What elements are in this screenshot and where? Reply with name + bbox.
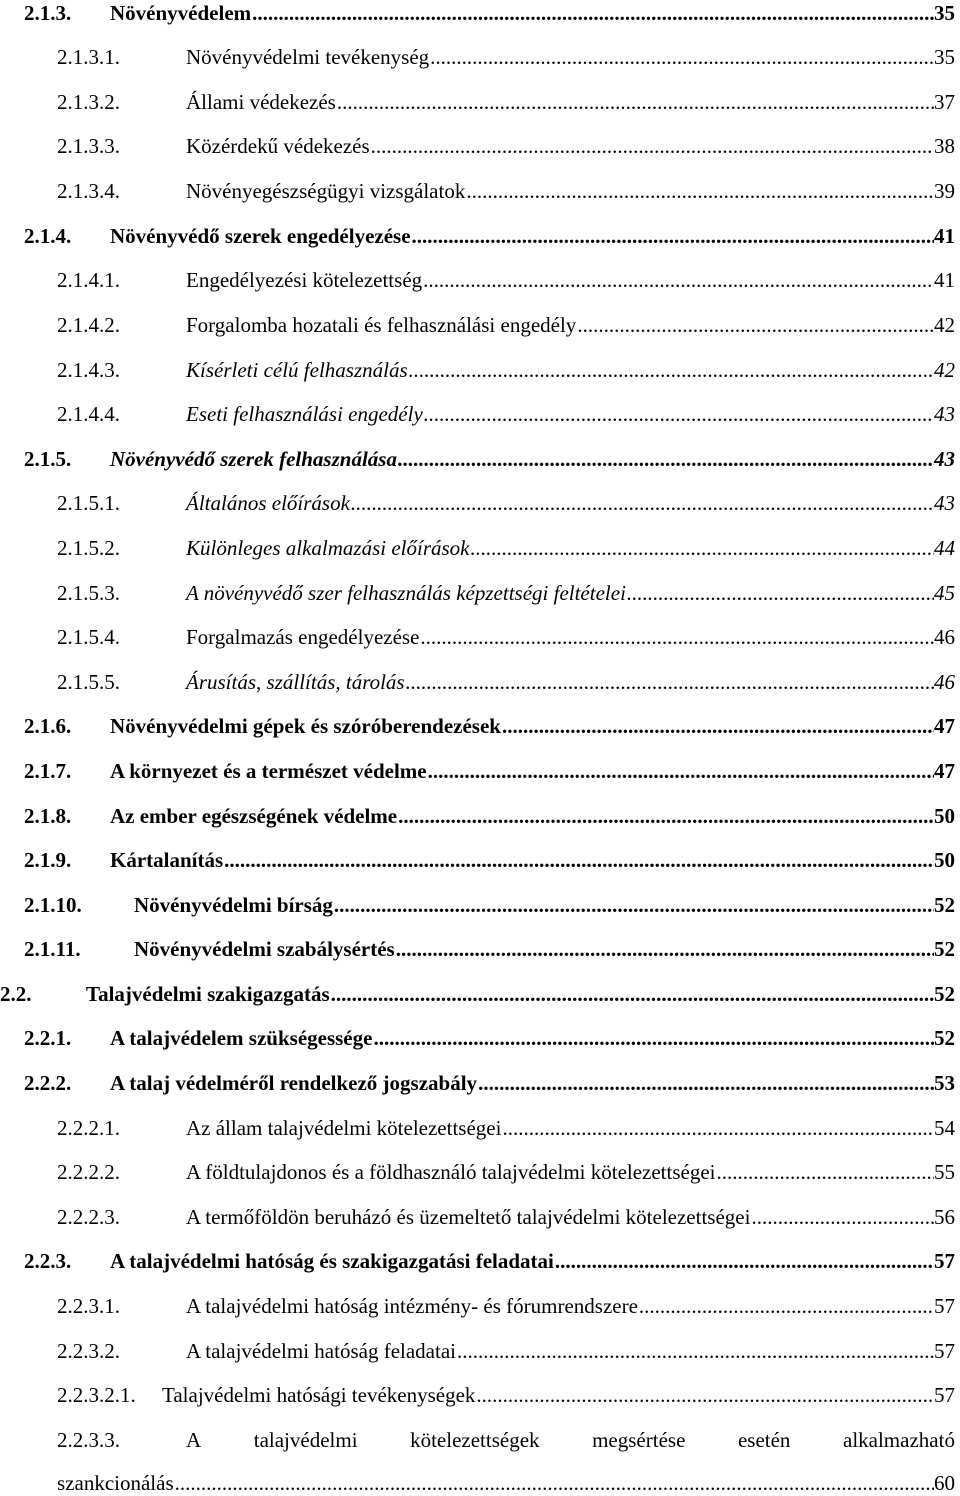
- toc-entry-number: 2.1.9.: [24, 848, 72, 872]
- toc-entry[interactable]: [0, 223, 960, 263]
- toc-entry-number: 2.1.11.: [24, 937, 81, 961]
- dot-leader: [750, 1204, 934, 1230]
- toc-entry-title: A talaj védelméről rendelkező jogszabály: [110, 1071, 478, 1095]
- toc-entry-title: Árusítás, szállítás, tárolás: [186, 670, 405, 694]
- toc-entry-number: 2.1.4.1.: [57, 268, 120, 292]
- dot-leader: [469, 535, 934, 561]
- toc-entry-number: 2.1.4.2.: [57, 313, 120, 337]
- toc-entry-title: Általános előírások: [186, 491, 350, 515]
- dot-leader: [429, 44, 934, 70]
- dot-leader: [475, 1382, 934, 1408]
- dot-leader: [716, 1159, 934, 1185]
- dot-leader: [501, 713, 934, 739]
- toc-entry-title: Növényvédelmi szabálysértés: [134, 937, 395, 961]
- toc-entry-title: A talajvédelem szükségessége: [110, 1026, 373, 1050]
- toc-entry[interactable]: [0, 981, 960, 1021]
- toc-entry-title: Forgalomba hozatali és felhasználási engedély: [186, 313, 577, 337]
- toc-entry-title: A talajvédelmi hatóság intézmény- és fórumrendszere: [186, 1294, 638, 1318]
- toc-entry-number: 2.2.3.3.: [57, 1428, 120, 1452]
- toc-entry-number: 2.1.4.3.: [57, 358, 120, 382]
- toc-entry[interactable]: [0, 936, 960, 976]
- title-word: A: [186, 1428, 202, 1452]
- toc-entry-title-continuation: szankcionálás: [57, 1471, 174, 1495]
- toc-entry-number: 2.1.7.: [24, 759, 72, 783]
- toc-entry[interactable]: [0, 89, 960, 129]
- toc-entry[interactable]: [0, 44, 960, 84]
- toc-entry-title: Az ember egészségének védelme: [110, 804, 398, 828]
- dot-leader: [333, 892, 934, 918]
- toc-entry-title: Talajvédelmi hatósági tevékenységek: [162, 1383, 476, 1407]
- dot-leader: [477, 1070, 934, 1096]
- title-word: megsértése: [592, 1428, 686, 1452]
- toc-entry-number: 2.1.5.4.: [57, 625, 120, 649]
- dot-leader: [501, 1115, 934, 1141]
- toc-entry[interactable]: [0, 580, 960, 620]
- toc-entry[interactable]: [0, 1338, 960, 1378]
- toc-entry-title: Növényvédelmi bírság: [134, 893, 333, 917]
- toc-entry[interactable]: [0, 1382, 960, 1422]
- dot-leader: [626, 580, 934, 606]
- toc-entry-title: Különleges alkalmazási előírások: [186, 536, 470, 560]
- title-word: kötelezettségek: [410, 1428, 540, 1452]
- toc-entry-number: 2.1.8.: [24, 804, 72, 828]
- toc-entry-title: Növényvédelmi gépek és szóróberendezések: [110, 714, 501, 738]
- toc-entry-page: 55: [934, 1160, 955, 1184]
- dot-leader: [397, 803, 934, 829]
- dot-leader: [576, 312, 934, 338]
- toc-entry-page: 56: [934, 1205, 955, 1229]
- toc-entry[interactable]: [0, 1427, 960, 1467]
- toc-entry-number: 2.1.3.: [24, 1, 72, 25]
- toc-entry-page: 57: [934, 1294, 955, 1318]
- toc-entry-page: 43: [934, 447, 955, 471]
- dot-leader: [422, 267, 934, 293]
- toc-entry-number: 2.1.3.3.: [57, 134, 120, 158]
- toc-entry[interactable]: [0, 713, 960, 753]
- toc-entry-page: 39: [934, 179, 955, 203]
- toc-entry-page: 35: [934, 1, 955, 25]
- toc-entry-number: 2.1.3.1.: [57, 45, 120, 69]
- toc-entry-number: 2.1.5.: [24, 447, 72, 471]
- toc-entry-number: 2.1.3.4.: [57, 179, 120, 203]
- toc-entry-title: A termőföldön beruházó és üzemeltető talajvédelmi kötelezettségei: [186, 1205, 751, 1229]
- toc-entry[interactable]: [0, 758, 960, 798]
- toc-entry-page: 50: [934, 804, 955, 828]
- toc-entry-page: 43: [934, 402, 955, 426]
- toc-entry[interactable]: [0, 1204, 960, 1244]
- toc-entry-number: 2.2.1.: [24, 1026, 72, 1050]
- toc-entry-title: Az állam talajvédelmi kötelezettségei: [186, 1116, 502, 1140]
- dot-leader: [408, 357, 934, 383]
- toc-entry-title: A talajvédelmi hatóság és szakigazgatási feladatai: [110, 1249, 554, 1273]
- dot-leader: [251, 0, 934, 26]
- dot-leader: [397, 446, 934, 472]
- toc-entry-number: 2.2.3.: [24, 1249, 72, 1273]
- toc-entry-title: Növényegészségügyi vizsgálatok: [186, 179, 466, 203]
- toc-entry[interactable]: [0, 1248, 960, 1288]
- dot-leader: [423, 401, 934, 427]
- toc-entry[interactable]: [0, 490, 960, 530]
- toc-entry-title: Talajvédelmi szakigazgatás: [86, 982, 330, 1006]
- dot-leader: [336, 89, 934, 115]
- dot-leader: [223, 847, 934, 873]
- toc-entry-page: 42: [934, 358, 955, 382]
- toc-entry[interactable]: [0, 1025, 960, 1065]
- toc-entry-title: Kártalanítás: [110, 848, 224, 872]
- toc-entry-page: 43: [934, 491, 955, 515]
- toc-entry-title: Eseti felhasználási engedély: [186, 402, 423, 426]
- toc-entry-number: 2.2.2.1.: [57, 1116, 120, 1140]
- toc-entry-page: 57: [934, 1383, 955, 1407]
- toc-entry-page: 50: [934, 848, 955, 872]
- toc-entry[interactable]: [0, 312, 960, 352]
- toc-entry-number: 2.2.3.1.: [57, 1294, 120, 1318]
- toc-entry-title: A földtulajdonos és a földhasználó talajvédelmi kötelezettségei: [186, 1160, 716, 1184]
- toc-entry[interactable]: [0, 803, 960, 843]
- toc-entry-title: Növényvédő szerek felhasználása: [110, 447, 397, 471]
- toc-entry-number: 2.1.4.4.: [57, 402, 120, 426]
- toc-entry-page: 60: [934, 1471, 955, 1495]
- toc-entry[interactable]: [0, 1070, 960, 1110]
- toc-entry[interactable]: [0, 267, 960, 307]
- toc-entry-page: 57: [934, 1339, 955, 1363]
- toc-entry[interactable]: [0, 133, 960, 173]
- toc-entry[interactable]: [0, 401, 960, 441]
- toc-entry-number: 2.2.: [0, 982, 32, 1006]
- title-word: talajvédelmi: [253, 1428, 358, 1452]
- toc-entry[interactable]: [0, 0, 960, 40]
- toc-entry-page: 41: [934, 268, 955, 292]
- toc-entry[interactable]: [0, 1115, 960, 1155]
- toc-entry-page: 52: [934, 982, 955, 1006]
- toc-entry-page: 54: [934, 1116, 955, 1140]
- dot-leader: [370, 133, 934, 159]
- toc-entry-number: 2.1.10.: [24, 893, 82, 917]
- toc-entry-page: 46: [934, 625, 955, 649]
- toc-entry-number: 2.1.4.: [24, 224, 72, 248]
- dot-leader: [405, 669, 934, 695]
- toc-entry-number: 2.2.3.2.1.: [57, 1383, 136, 1407]
- toc-entry-page: 45: [934, 581, 955, 605]
- toc-entry-page: 38: [934, 134, 955, 158]
- toc-entry[interactable]: [0, 446, 960, 486]
- toc-entry-number: 2.2.2.2.: [57, 1160, 120, 1184]
- dot-leader: [427, 758, 934, 784]
- dot-leader: [456, 1338, 934, 1364]
- title-word: esetén: [737, 1428, 791, 1452]
- toc-entry-title: Engedélyezési kötelezettség: [186, 268, 423, 292]
- dot-leader: [372, 1025, 934, 1051]
- toc-entry[interactable]: [0, 357, 960, 397]
- toc-entry-number: 2.1.5.2.: [57, 536, 120, 560]
- toc-entry[interactable]: [0, 535, 960, 575]
- toc-entry-page: 52: [934, 937, 955, 961]
- toc-entry-title: Növényvédelmi tevékenység: [186, 45, 430, 69]
- toc-entry-page: 37: [934, 90, 955, 114]
- dot-leader: [330, 981, 934, 1007]
- toc-entry-page: 52: [934, 1026, 955, 1050]
- toc-entry-page: 47: [934, 759, 955, 783]
- dot-leader: [411, 223, 934, 249]
- toc-entry-number: 2.2.2.3.: [57, 1205, 120, 1229]
- toc-entry[interactable]: [0, 669, 960, 709]
- toc-entry-title: Növényvédő szerek engedélyezése: [110, 224, 411, 248]
- toc-entry-page: 35: [934, 45, 955, 69]
- dot-leader: [554, 1248, 934, 1274]
- toc-entry[interactable]: [0, 624, 960, 664]
- toc-entry-title: Közérdekű védekezés: [186, 134, 370, 158]
- toc-entry-title: A növényvédő szer felhasználás képzettségi feltételei: [186, 581, 626, 605]
- toc-entry[interactable]: [0, 892, 960, 932]
- toc-entry-page: 42: [934, 313, 955, 337]
- toc-entry-continuation[interactable]: [0, 1470, 960, 1494]
- toc-entry-page: 57: [934, 1249, 955, 1273]
- toc-entry-page: 52: [934, 893, 955, 917]
- toc-entry-number: 2.1.6.: [24, 714, 72, 738]
- toc-entry-title: A környezet és a természet védelme: [110, 759, 427, 783]
- dot-leader: [465, 178, 934, 204]
- toc-entry-title: Forgalmazás engedélyezése: [186, 625, 420, 649]
- toc-entry-title: Kísérleti célú felhasználás: [186, 358, 408, 382]
- toc-entry-title: [186, 1427, 955, 1453]
- dot-leader: [174, 1470, 934, 1496]
- toc-entry-title: Állami védekezés: [186, 90, 336, 114]
- dot-leader: [395, 936, 934, 962]
- toc-entry-number: 2.1.3.2.: [57, 90, 120, 114]
- toc-entry[interactable]: [0, 1293, 960, 1333]
- toc-entry-page: 53: [934, 1071, 955, 1095]
- dot-leader: [350, 490, 934, 516]
- dot-leader: [638, 1293, 934, 1319]
- toc-entry[interactable]: [0, 1159, 960, 1199]
- toc-entry-title: A talajvédelmi hatóság feladatai: [186, 1339, 456, 1363]
- toc-entry-number: 2.1.5.5.: [57, 670, 120, 694]
- title-word: alkalmazható: [843, 1428, 955, 1452]
- toc-entry-page: 44: [934, 536, 955, 560]
- toc-entry-number: 2.2.3.2.: [57, 1339, 120, 1363]
- toc-entry-page: 47: [934, 714, 955, 738]
- toc-entry-number: 2.1.5.3.: [57, 581, 120, 605]
- toc-entry-page: 41: [934, 224, 955, 248]
- toc-entry[interactable]: [0, 178, 960, 218]
- toc-entry-number: 2.1.5.1.: [57, 491, 120, 515]
- toc-entry-page: 46: [934, 670, 955, 694]
- toc-entry-title: Növényvédelem: [110, 1, 252, 25]
- dot-leader: [419, 624, 934, 650]
- toc-entry-number: 2.2.2.: [24, 1071, 72, 1095]
- toc-entry[interactable]: [0, 847, 960, 887]
